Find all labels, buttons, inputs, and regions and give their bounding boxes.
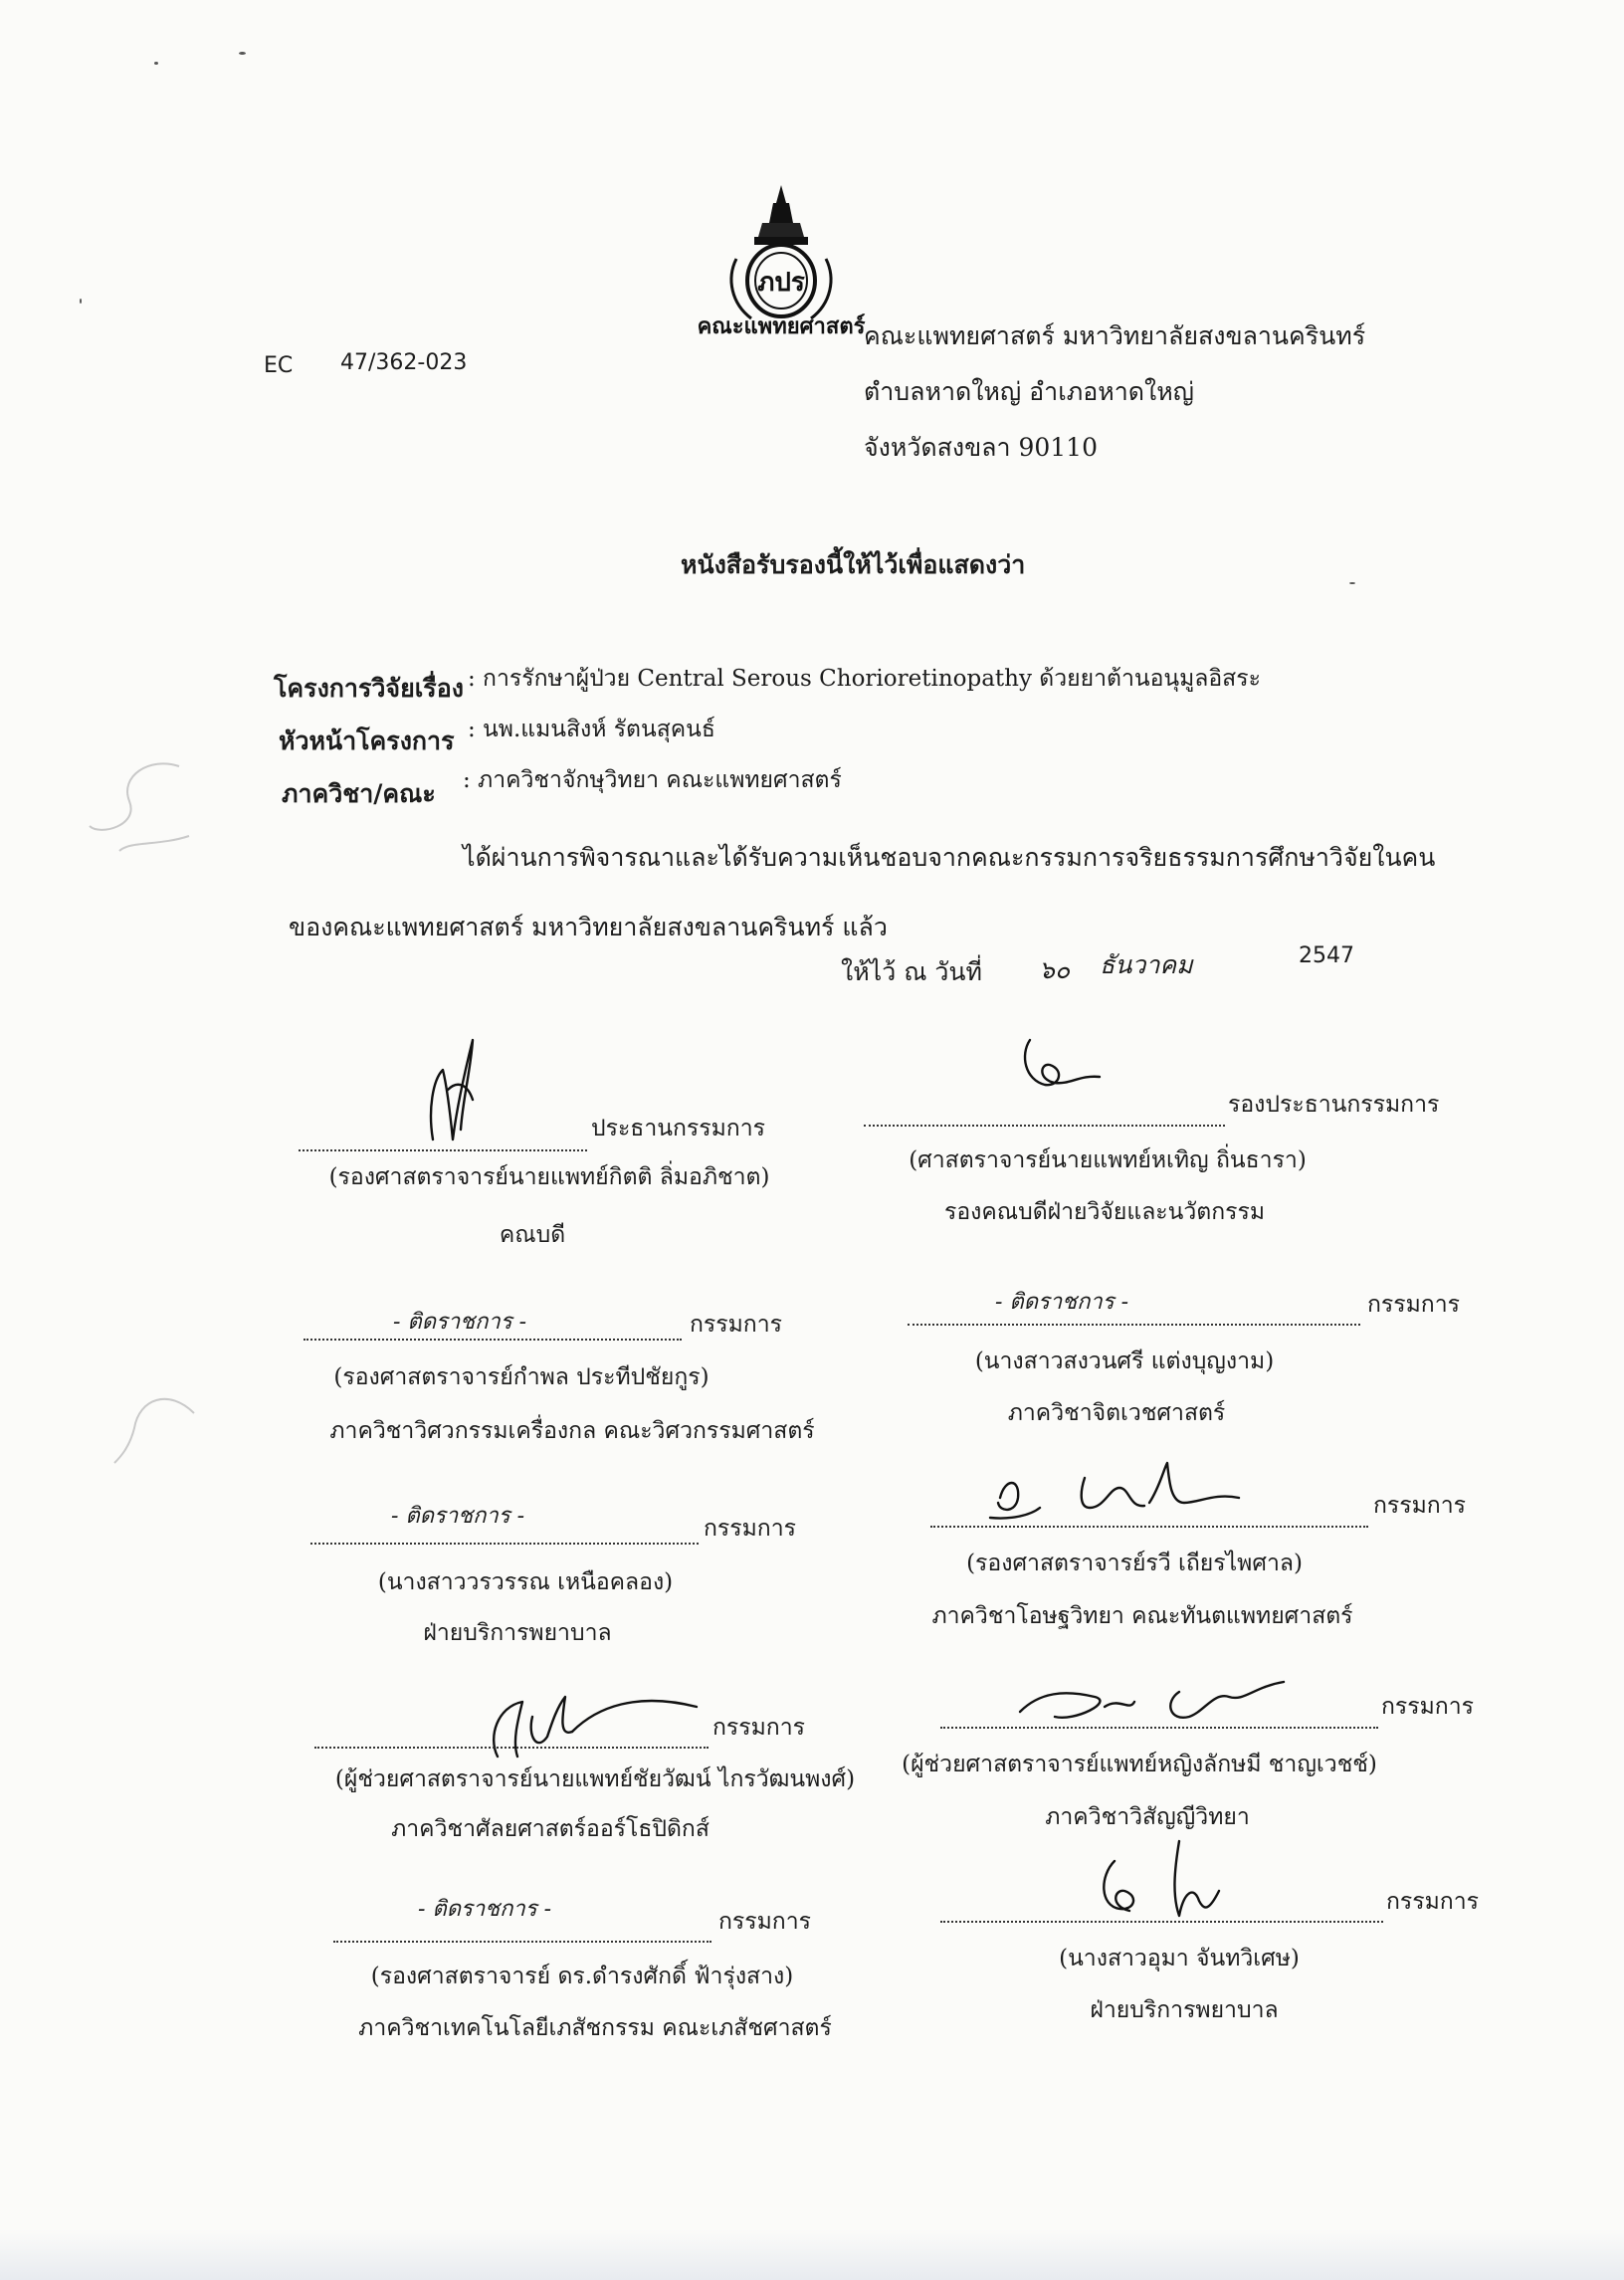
role-label: กรรมการ xyxy=(1367,1292,1460,1318)
handwritten-signature xyxy=(1085,1831,1234,1931)
signature-line xyxy=(299,1149,587,1151)
faculty-seal-emblem xyxy=(697,179,866,338)
signatory-position: ภาควิชาจิตเวชศาสตร์ xyxy=(1007,1400,1226,1426)
label-project-title: โครงการวิจัยเรื่อง xyxy=(274,674,464,703)
signatory-position: ภาควิชาวิศวกรรมเครื่องกล คณะวิศวกรรมศาสตร์ xyxy=(329,1418,815,1444)
date-year: 2547 xyxy=(1299,943,1354,968)
seal-text: คณะแพทยศาสตร์ xyxy=(697,313,866,338)
scan-speck xyxy=(154,62,158,65)
scan-speck xyxy=(80,299,82,304)
signatory-name: (รองศาสตราจารย์รวี เถียรไพศาล) xyxy=(966,1551,1303,1576)
handwritten-note: - ติดราชการ - xyxy=(418,1897,552,1922)
role-label: กรรมการ xyxy=(718,1909,811,1935)
signature-line xyxy=(310,1543,699,1545)
label-department: ภาควิชา/คณะ xyxy=(282,779,436,808)
date-day-handwritten: ๖๐ xyxy=(1039,955,1071,984)
value-project-title: : การรักษาผู้ป่วย Central Serous Chorioretinopathy ด้วยยาต้านอนุมูลอิสระ xyxy=(468,666,1261,692)
signatory-position: รองคณบดีฝ่ายวิจัยและนวัตกรรม xyxy=(943,1199,1266,1225)
role-label: กรรมการ xyxy=(1381,1694,1474,1720)
signature-line xyxy=(333,1941,711,1943)
signature-line xyxy=(940,1727,1378,1729)
signature-line xyxy=(304,1339,682,1341)
signatory-name: (รองศาสตราจารย์นายแพทย์กิตติ ลิ่มอภิชาต) xyxy=(328,1164,770,1190)
signatory-name: (รองศาสตราจารย์ ดร.ดำรงศักดิ์ ฟ้ารุ่งสาง) xyxy=(370,1964,794,1989)
signature-line xyxy=(314,1747,709,1749)
signature-line xyxy=(940,1921,1383,1923)
signatory-position: ภาควิชาโอษฐวิทยา คณะทันตแพทยศาสตร์ xyxy=(931,1603,1353,1629)
role-label: กรรมการ xyxy=(704,1516,796,1542)
signatory-position: ภาควิชาเทคโนโลยีเภสัชกรรม คณะเภสัชศาสตร์ xyxy=(358,2015,832,2041)
signature-line xyxy=(930,1526,1368,1528)
role-label: กรรมการ xyxy=(690,1312,782,1338)
paper-fold-mark xyxy=(109,1388,199,1468)
signatory-name: (ผู้ช่วยศาสตราจารย์แพทย์หญิงลักษมี ชาญเวชช์) xyxy=(902,1752,1377,1777)
handwritten-signature xyxy=(1015,1662,1304,1742)
address-line-2: ตำบลหาดใหญ่ อำเภอหาดใหญ่ xyxy=(864,377,1194,406)
document-title: หนังสือรับรองนี้ให้ไว้เพื่อแสดงว่า xyxy=(681,550,1026,579)
signatory-position: ฝ่ายบริการพยาบาล xyxy=(1090,1997,1279,2023)
date-month-handwritten: ธันวาคม xyxy=(1100,950,1193,979)
signatory-name: (นางสาววรวรรณ เหนือคลอง) xyxy=(377,1569,674,1595)
role-label: ประธานกรรมการ xyxy=(591,1116,765,1141)
svg-text:ภปร: ภปร xyxy=(757,268,805,298)
signatory-position: ภาควิชาวิสัญญีวิทยา xyxy=(1045,1804,1250,1830)
signatory-position: ฝ่ายบริการพยาบาล xyxy=(423,1620,612,1646)
body-line-2: ของคณะแพทยศาสตร์ มหาวิทยาลัยสงขลานครินทร์ แล้ว xyxy=(289,913,888,941)
handwritten-note: - ติดราชการ - xyxy=(995,1290,1129,1315)
scan-noise-band xyxy=(0,2229,1624,2280)
address-line-3: จังหวัดสงขลา 90110 xyxy=(864,433,1098,462)
handwritten-signature xyxy=(478,1677,707,1766)
value-project-head: : นพ.แมนสิงห์ รัตนสุคนธ์ xyxy=(468,717,715,742)
paper-fold-mark xyxy=(80,756,199,856)
handwritten-note: - ติดราชการ - xyxy=(391,1504,525,1529)
label-project-head: หัวหน้าโครงการ xyxy=(279,726,455,755)
signatory-position: ภาควิชาศัลยศาสตร์ออร์โธปิดิกส์ xyxy=(391,1816,710,1842)
handwritten-signature xyxy=(980,1448,1279,1528)
date-prefix: ให้ไว้ ณ วันที่ xyxy=(841,957,982,986)
signatory-name: (นางสาวอุมา จันทวิเศษ) xyxy=(1059,1946,1300,1971)
value-department: : ภาควิชาจักษุวิทยา คณะแพทยศาสตร์ xyxy=(463,767,842,793)
signatory-position: คณบดี xyxy=(499,1222,566,1248)
role-label: รองประธานกรรมการ xyxy=(1228,1092,1440,1118)
ec-label: EC xyxy=(264,353,294,378)
signatory-name: (รองศาสตราจารย์กำพล ประทีปชัยกูร) xyxy=(333,1364,710,1390)
signatory-name: (นางสาวสงวนศรี แต่งบุญงาม) xyxy=(974,1348,1275,1374)
signatory-name: (ผู้ช่วยศาสตราจารย์นายแพทย์ชัยวัฒน์ ไกรวัฒนพงศ์) xyxy=(334,1766,856,1792)
handwritten-signature xyxy=(413,1030,493,1149)
role-label: กรรมการ xyxy=(1373,1493,1466,1519)
address-line-1: คณะแพทยศาสตร์ มหาวิทยาลัยสงขลานครินทร์ xyxy=(864,321,1366,350)
signatory-name: (ศาสตราจารย์นายแพทย์หเทิญ ถิ่นธารา) xyxy=(909,1147,1307,1173)
handwritten-signature xyxy=(1010,1025,1110,1105)
body-line-1: ได้ผ่านการพิจารณาและได้รับความเห็นชอบจากคณะกรรมการจริยธรรมการศึกษาวิจัยในคน xyxy=(463,843,1436,872)
role-label: กรรมการ xyxy=(712,1715,805,1741)
signature-line xyxy=(908,1324,1360,1326)
scan-speck xyxy=(239,52,246,55)
role-label: กรรมการ xyxy=(1386,1889,1479,1915)
handwritten-note: - ติดราชการ - xyxy=(393,1310,527,1335)
signature-line xyxy=(864,1125,1225,1127)
scan-speck xyxy=(1349,582,1355,584)
ec-number: 47/362-023 xyxy=(340,350,468,375)
